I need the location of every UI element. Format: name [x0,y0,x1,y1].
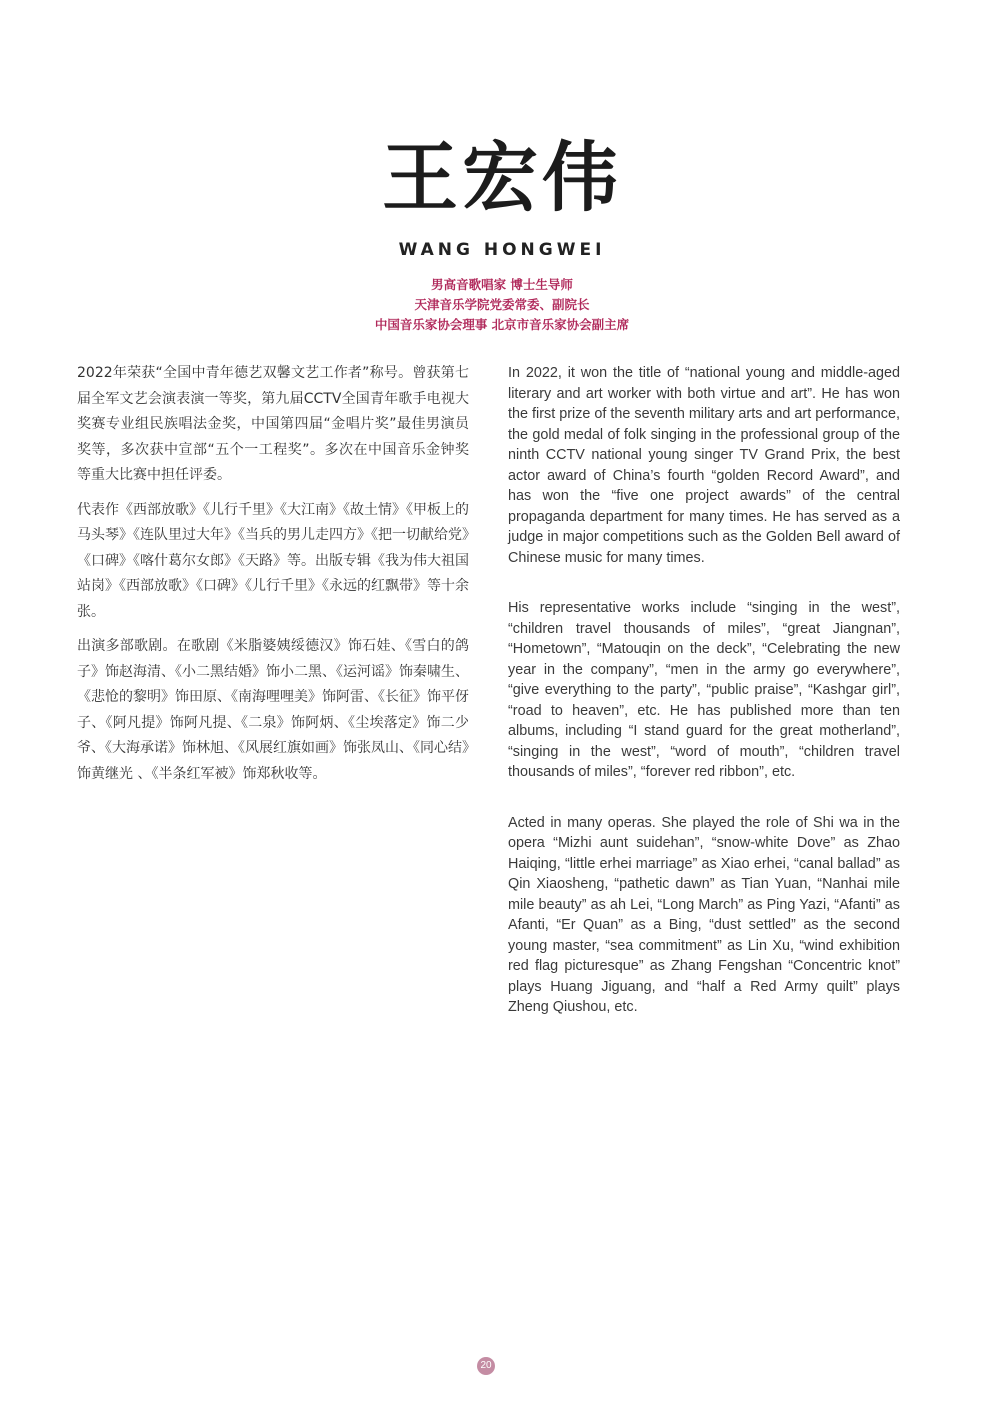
bio-paragraph: Acted in many operas. She played the role of Shi wa in the opera “Mizhi aunt suidehan”, “snow-white Dove” as Zhao Haiqing, “little erhei marriage” as Xiao erhei, “canal ballad” as Qin Xiaosheng, “pathetic dawn” as Tian Yuan, “Nanhai mile mile beauty” as ah Lei, “Long March” as Ping Yazi, “Afanti” as Afanti, “Er Quan” as a Bing, “dust settled” as the second young master, “sea commitment” as Lin Xu, “wind exhibition red flag picturesque” as Zhang Fengshan “Concentric knot” plays Huang Jiguang, and “half a Red Army quilt” plays Zheng Qiushou, etc. [508,814,900,1015]
bio-paragraph: 出演多部歌剧。在歌剧《米脂婆姨绥德汉》饰石娃、《雪白的鸽子》饰赵海清、《小二黑结婚》饰小二黑、《运河谣》饰秦啸生、《悲怆的黎明》饰田原、《南海哩哩美》饰阿雷、《长征》饰平伢子、《阿凡提》饰阿凡提、《二泉》饰阿炳、《尘埃落定》饰二少爷、《大海承诺》饰林旭、《风展红旗如画》饰张凤山、《同心结》饰黄继光 、《半条红军被》饰郑秋收等。 [77,638,469,782]
titles-block [0,275,1004,335]
bio-paragraph: 代表作《西部放歌》《儿行千里》《大江南》《故土情》《甲板上的马头琴》《连队里过大年》《当兵的男儿走四方》《把一切献给党》《口碑》《喀什葛尔女郎》《天路》等。出版专辑《我为伟大祖国站岗》《西部放歌》《口碑》《儿行千里》《永远的红飘带》等十余张。 [77,501,469,620]
bio-english-column [508,363,900,1048]
bio-paragraph: In 2022, it won the title of “national young and middle-aged literary and art worker with both virtue and art”. He has won the first prize of the seventh military arts and art performance, the gold medal of folk singing in the professional group of the ninth CCTV national young singer TV Grand Prix, the best actor award of China’s fourth “golden Record Award”, and has won the “five one project awards” of the central propaganda department for many times. He has served as a judge in major competitions such as the Golden Bell award of Chinese music for many times. [508,365,900,566]
bio-paragraph: 2022年荣获“全国中青年德艺双馨文艺工作者”称号。曾获第七届全军文艺会演表演一等奖，第九届CCTV全国青年歌手电视大奖赛专业组民族唱法金奖，中国第四届“金唱片奖”最佳男演员奖等，多次获中宣部“五个一工程奖”。多次在中国音乐金钟奖等重大比赛中担任评委。 [77,365,469,483]
bio-paragraph: His representative works include “singing in the west”, “children travel thousands of miles”, “great Jiangnan”, “Hometown”, “Matouqin on the deck”, “Celebrating the new year in the company”, “men in the army go everywhere”, “give everything to the party”, “public praise”, “Kashgar girl”, “road to heaven”, etc. He has published more than ten albums, including “I stand guard for the great motherland”, “singing in the west”, “word of mouth”, “children travel thousands of miles”, “forever red ribbon”, etc. [508,600,900,780]
bio-chinese-column [77,361,469,796]
page-number-badge: 20 [477,1357,495,1375]
title-line: 中国音乐家协会理事 北京市音乐家协会副主席 [374,317,630,332]
name-english: WANG HONGWEI [398,240,606,260]
title-line: 天津音乐学院党委常委、副院长 [414,297,590,312]
title-line: 男高音歌唱家 博士生导师 [431,277,573,292]
page-title: 王宏伟 [382,133,622,222]
